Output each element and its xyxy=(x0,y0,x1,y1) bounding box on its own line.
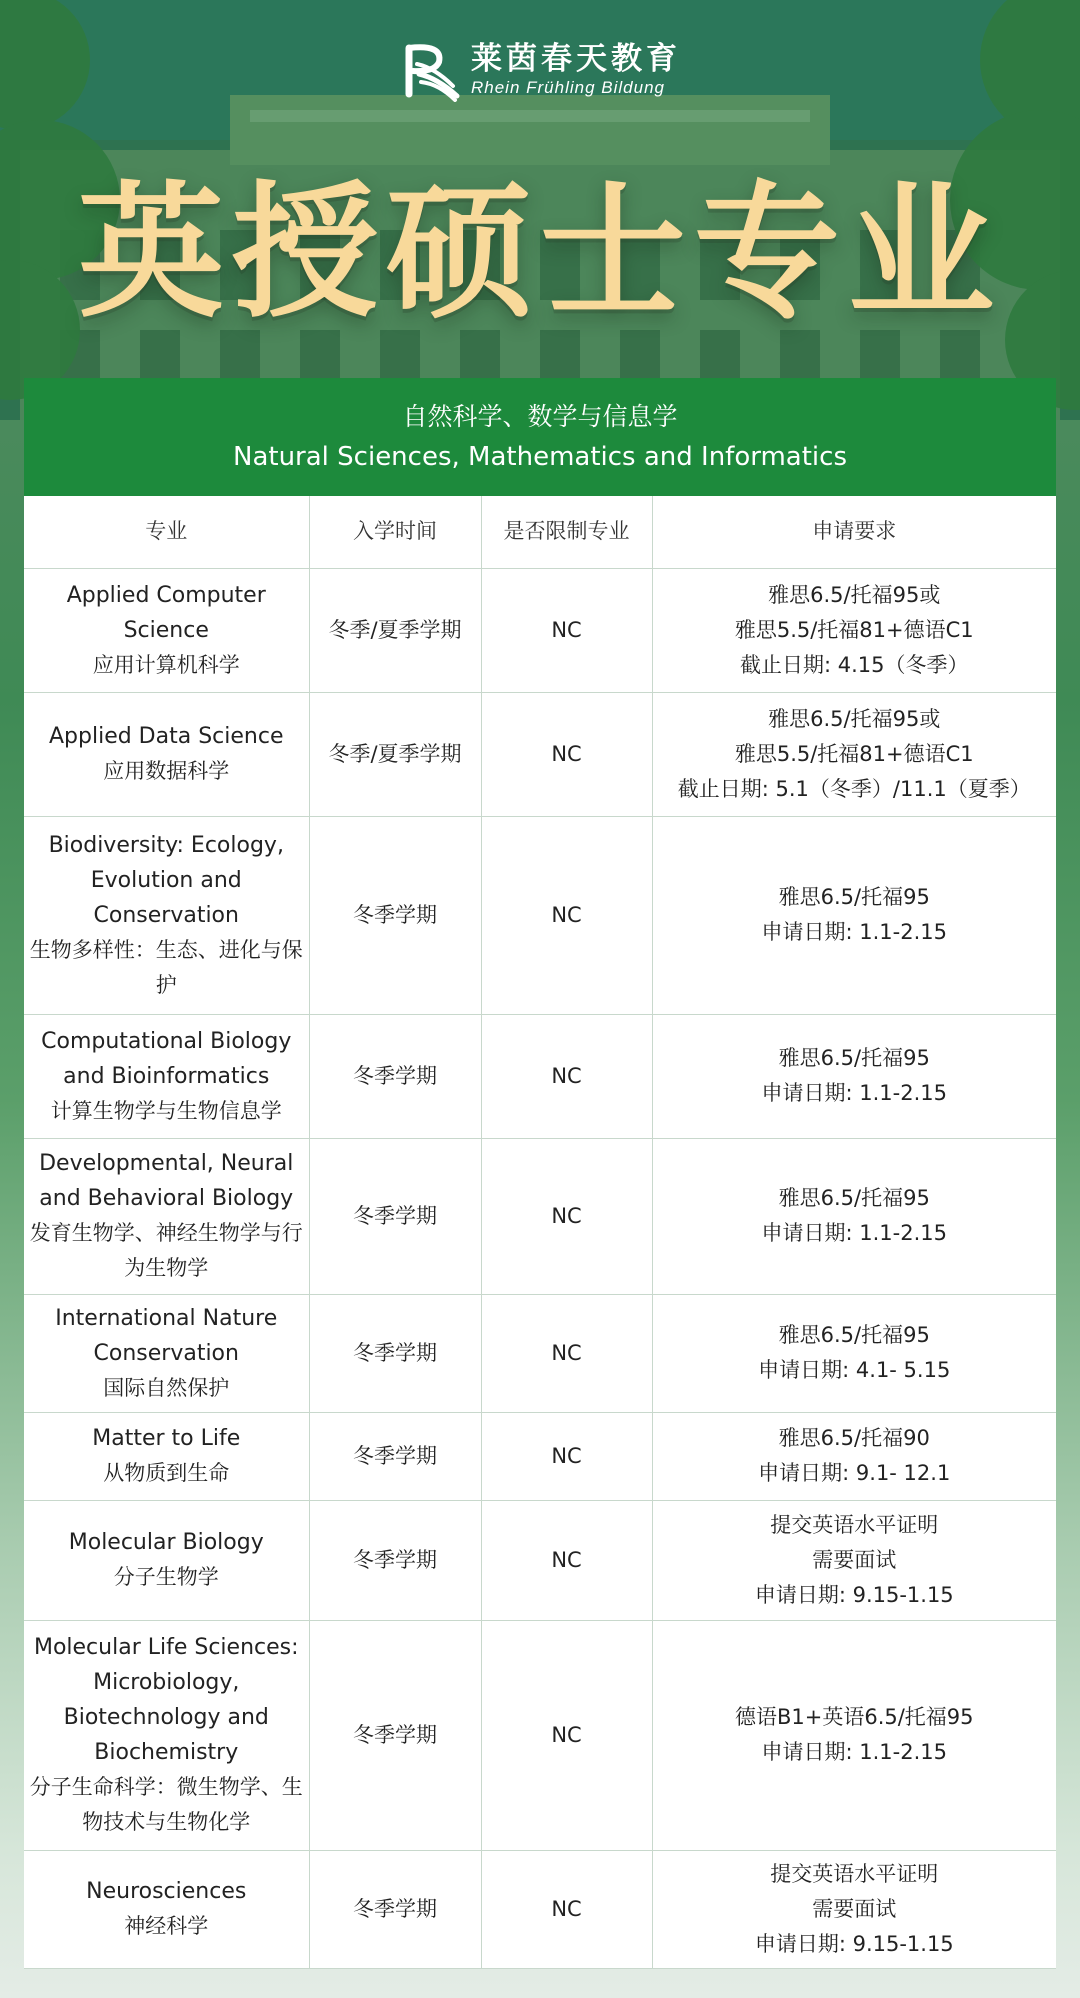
major-name-en: Molecular Biology xyxy=(68,1530,264,1555)
requirement-line: 雅思6.5/托福95 xyxy=(778,885,930,909)
requirement-line: 德语B1+英语6.5/托福95 xyxy=(734,1705,974,1729)
cell-requirements xyxy=(652,1412,1056,1500)
cell-requirements xyxy=(652,1850,1056,1968)
major-name-cn: 应用计算机科学 xyxy=(92,652,240,677)
requirement-line: 需要面试 xyxy=(812,1547,897,1572)
major-name-cn: 生物多样性：生态、进化与保护 xyxy=(29,937,303,997)
cell-restricted: NC xyxy=(481,1412,652,1500)
cell-restricted: NC xyxy=(481,1620,652,1850)
cell-restricted: NC xyxy=(481,1014,652,1138)
cell-major xyxy=(24,1412,309,1500)
major-name-en: Biodiversity: Ecology, Evolution and Conservation xyxy=(48,832,284,928)
requirement-line: 雅思6.5/托福95 xyxy=(778,1186,930,1210)
table-row xyxy=(24,568,1056,692)
cell-requirements xyxy=(652,1014,1056,1138)
cell-restricted: NC xyxy=(481,1294,652,1412)
major-name-cn: 国际自然保护 xyxy=(103,1375,230,1400)
cell-major xyxy=(24,1500,309,1620)
major-name-cn: 计算生物学与生物信息学 xyxy=(50,1098,282,1123)
cell-major xyxy=(24,1138,309,1294)
major-name-cn: 从物质到生命 xyxy=(103,1461,230,1485)
cell-requirements xyxy=(652,1294,1056,1412)
major-name-cn: 发育生物学、神经生物学与行为生物学 xyxy=(29,1221,303,1280)
major-name-cn: 分子生命科学：微生物学、生物技术与生物化学 xyxy=(29,1775,303,1834)
major-name-en: Applied Data Science xyxy=(48,724,284,749)
major-name-cn: 神经科学 xyxy=(124,1914,209,1938)
program-table xyxy=(24,496,1056,1969)
hero-title: 英授硕士专业 xyxy=(78,168,1002,338)
cell-restricted: NC xyxy=(481,692,652,816)
requirement-line: 雅思5.5/托福81+德语C1 xyxy=(734,617,974,642)
section-title-cn: 自然科学、数学与信息学 xyxy=(402,402,678,431)
requirement-line: 雅思6.5/托福95 xyxy=(778,1046,930,1070)
cell-intake: 冬季学期 xyxy=(309,816,481,1014)
cell-requirements xyxy=(652,1620,1056,1850)
header-intake: 入学时间 xyxy=(309,496,481,568)
requirement-line: 截止日期: 4.15（冬季） xyxy=(739,652,969,677)
header-major: 专业 xyxy=(24,496,309,568)
requirement-line: 提交英语水平证明 xyxy=(770,1512,939,1537)
header-requirements: 申请要求 xyxy=(652,496,1056,568)
major-name-en: Molecular Life Sciences: Microbiology, Biotechnology and Biochemistry xyxy=(33,1635,299,1765)
major-name-en: Applied Computer Science xyxy=(66,582,266,643)
major-name-en: Matter to Life xyxy=(92,1426,241,1451)
requirement-line: 申请日期: 1.1-2.15 xyxy=(761,920,947,944)
major-name-en: Computational Biology and Bioinformatics xyxy=(41,1028,292,1089)
requirement-line: 雅思6.5/托福90 xyxy=(778,1426,930,1450)
table-row xyxy=(24,1138,1056,1294)
requirement-line: 申请日期: 1.1-2.15 xyxy=(761,1221,947,1245)
table-header-row xyxy=(24,496,1056,568)
major-name-en: Neurosciences xyxy=(86,1879,247,1904)
cell-restricted: NC xyxy=(481,1500,652,1620)
requirement-line: 截止日期: 5.1（冬季）/11.1（夏季） xyxy=(677,776,1031,801)
cell-intake: 冬季/夏季学期 xyxy=(309,568,481,692)
cell-intake: 冬季学期 xyxy=(309,1412,481,1500)
cell-major xyxy=(24,816,309,1014)
table-row xyxy=(24,692,1056,816)
table-row xyxy=(24,1412,1056,1500)
cell-major xyxy=(24,1294,309,1412)
cell-restricted: NC xyxy=(481,568,652,692)
cell-requirements xyxy=(652,1138,1056,1294)
major-name-cn: 应用数据科学 xyxy=(103,759,230,783)
cell-requirements xyxy=(652,568,1056,692)
table-row xyxy=(24,1500,1056,1620)
cell-major xyxy=(24,1014,309,1138)
requirement-line: 雅思6.5/托福95或 xyxy=(768,706,941,731)
cell-restricted: NC xyxy=(481,816,652,1014)
cell-intake: 冬季学期 xyxy=(309,1850,481,1968)
cell-intake: 冬季学期 xyxy=(309,1500,481,1620)
cell-requirements xyxy=(652,692,1056,816)
major-name-en: Developmental, Neural and Behavioral Biology xyxy=(39,1151,294,1211)
brand-mark-icon xyxy=(399,38,463,102)
requirement-line: 申请日期: 4.1- 5.15 xyxy=(758,1358,951,1382)
requirement-line: 雅思5.5/托福81+德语C1 xyxy=(734,741,974,766)
brand-name-en: Rhein Frühling Bildung xyxy=(471,78,665,97)
cell-intake: 冬季学期 xyxy=(309,1620,481,1850)
requirement-line: 申请日期: 1.1-2.15 xyxy=(761,1740,947,1764)
section-header xyxy=(24,378,1056,496)
requirement-line: 申请日期: 1.1-2.15 xyxy=(761,1081,947,1105)
requirement-line: 雅思6.5/托福95或 xyxy=(768,582,941,607)
program-table-card xyxy=(24,378,1056,1969)
cell-requirements xyxy=(652,816,1056,1014)
table-row xyxy=(24,1294,1056,1412)
requirement-line: 雅思6.5/托福95 xyxy=(778,1323,930,1347)
header-restricted: 是否限制专业 xyxy=(481,496,652,568)
major-name-en: International Nature Conservation xyxy=(55,1305,278,1366)
cell-intake: 冬季学期 xyxy=(309,1014,481,1138)
major-name-cn: 分子生物学 xyxy=(113,1565,219,1589)
requirement-line: 申请日期: 9.15-1.15 xyxy=(754,1582,954,1607)
cell-major xyxy=(24,692,309,816)
cell-major xyxy=(24,568,309,692)
table-row xyxy=(24,1014,1056,1138)
table-row xyxy=(24,1620,1056,1850)
cell-intake: 冬季学期 xyxy=(309,1294,481,1412)
brand-name-cn: 莱茵春天教育 xyxy=(471,41,681,77)
cell-intake: 冬季学期 xyxy=(309,1138,481,1294)
requirement-line: 申请日期: 9.1- 12.1 xyxy=(758,1461,951,1485)
cell-restricted: NC xyxy=(481,1138,652,1294)
requirement-line: 申请日期: 9.15-1.15 xyxy=(754,1931,954,1956)
cell-restricted: NC xyxy=(481,1850,652,1968)
table-row xyxy=(24,816,1056,1014)
section-title-en: Natural Sciences, Mathematics and Informatics xyxy=(233,442,847,472)
cell-major xyxy=(24,1850,309,1968)
table-row xyxy=(24,1850,1056,1968)
requirement-line: 需要面试 xyxy=(812,1896,897,1921)
brand-logo xyxy=(0,38,1080,102)
cell-requirements xyxy=(652,1500,1056,1620)
cell-intake: 冬季/夏季学期 xyxy=(309,692,481,816)
cell-major xyxy=(24,1620,309,1850)
requirement-line: 提交英语水平证明 xyxy=(770,1861,939,1886)
